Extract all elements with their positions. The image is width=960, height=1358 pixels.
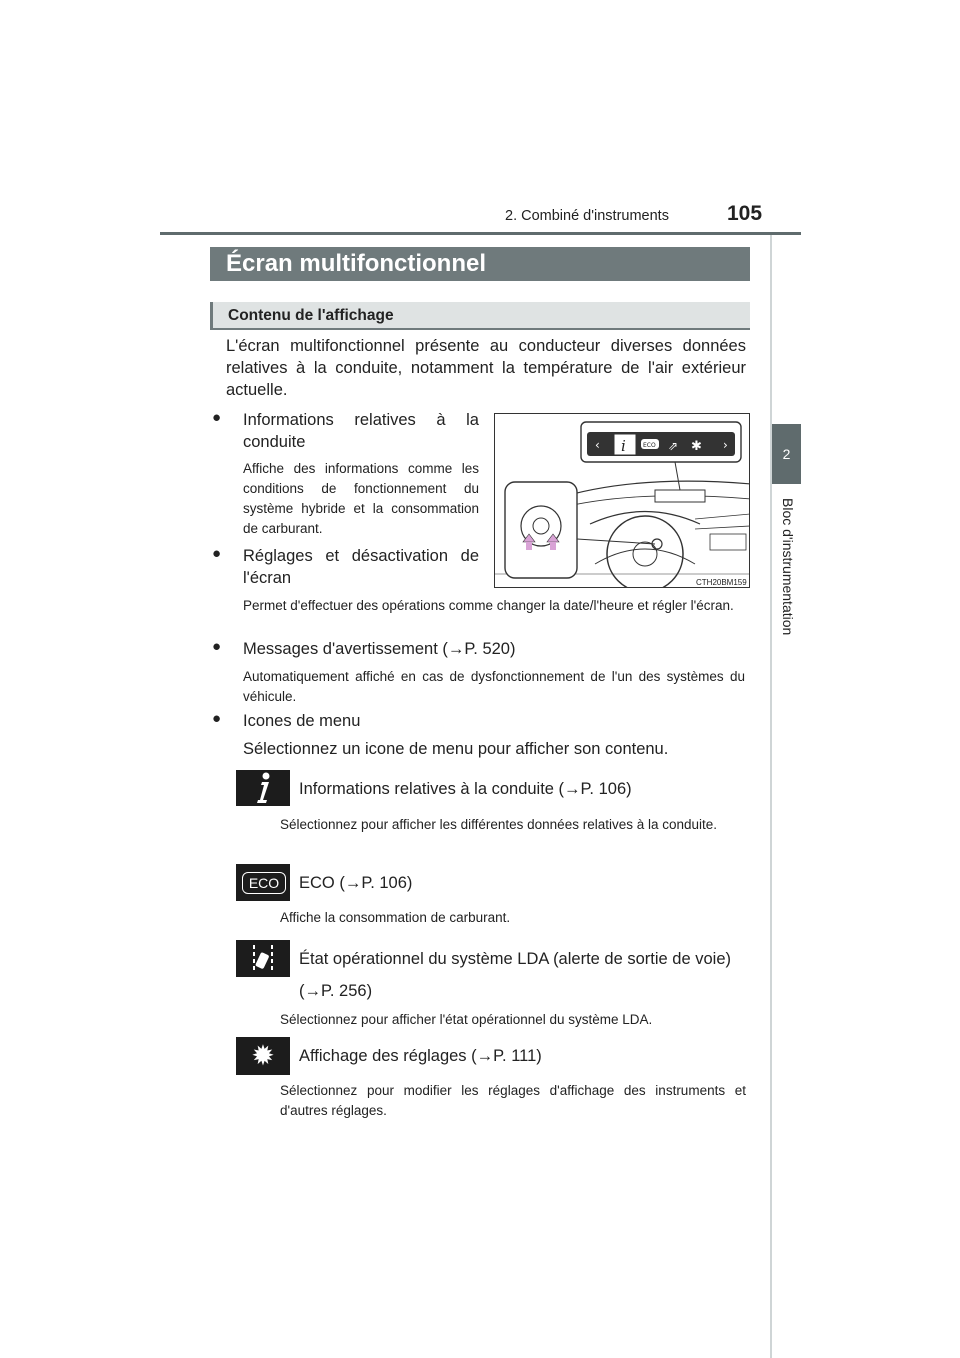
- item-title: Informations relatives à la conduite: [243, 411, 479, 451]
- bullet-icon: ●: [212, 545, 222, 562]
- eco-icon-label: ECO: [242, 872, 286, 894]
- item-title: Réglages et désactivation de l'écran: [243, 547, 479, 587]
- menu-item-desc: Sélectionnez pour afficher l'état opérationnel du système LDA.: [280, 1012, 653, 1027]
- item-desc: Sélectionnez un icone de menu pour afficher son contenu.: [243, 740, 669, 758]
- bullet-icon: ●: [212, 710, 222, 727]
- subsection-title: Contenu de l'affichage: [210, 302, 750, 329]
- menu-item-title: Affichage des réglages (→P. 111): [299, 1047, 542, 1065]
- side-rule: [770, 235, 772, 1358]
- item-desc: Permet d'effectuer des opérations comme changer la date/l'heure et régler l'écran.: [243, 598, 734, 613]
- chapter-header: 2. Combiné d'instruments: [505, 208, 669, 224]
- chapter-tab[interactable]: 2: [772, 424, 801, 484]
- item-desc: Automatiquement affiché en cas de dysfonctionnement de l'un des systèmes du véhicule.: [243, 669, 745, 704]
- lda-icon: [236, 940, 290, 977]
- page-number: 105: [727, 202, 763, 225]
- svg-text:‹: ‹: [595, 438, 600, 452]
- figure-code: CTH20BM159: [696, 578, 747, 587]
- intro-paragraph: L'écran multifonctionnel présente au conducteur diverses données relatives à la conduite, notamment la température de l'air extérieur actuelle.: [226, 337, 746, 399]
- svg-text:›: ›: [723, 438, 728, 452]
- menu-item-desc: Sélectionnez pour modifier les réglages d'affichage des instruments et d'autres réglages.: [280, 1083, 746, 1118]
- info-icon: [236, 770, 290, 806]
- header-rule: [160, 232, 801, 235]
- subsection-rule: [210, 328, 750, 330]
- side-chapter-title-text: Bloc d'instrumentation: [780, 498, 796, 636]
- gear-icon: ✹: [236, 1037, 290, 1075]
- menu-item-title: Informations relatives à la conduite (→P. 106): [299, 780, 632, 798]
- item-desc: Affiche des informations comme les conditions de fonctionnement du système hybride et la consommation de carburant.: [243, 461, 479, 536]
- bullet-icon: ●: [212, 409, 222, 426]
- svg-text:i: i: [621, 437, 626, 455]
- menu-item-title: État opérationnel du système LDA (alerte de sortie de voie): [299, 950, 731, 968]
- bullet-icon: ●: [212, 638, 222, 655]
- figure-eco-label: ECO: [643, 442, 656, 449]
- section-title: Écran multifonctionnel: [210, 247, 750, 281]
- eco-icon: [236, 864, 290, 901]
- svg-text:⇗: ⇗: [668, 439, 679, 453]
- item-title: Icones de menu: [243, 712, 361, 730]
- item-title: Messages d'avertissement (→P. 520): [243, 640, 516, 658]
- menu-item-title-cont: (→P. 256): [299, 982, 373, 1000]
- menu-item-desc: Sélectionnez pour afficher les différentes données relatives à la conduite.: [280, 817, 718, 832]
- menu-item-title: ECO (→P. 106): [299, 874, 413, 892]
- svg-text:✱: ✱: [691, 439, 702, 454]
- side-chapter-title: [780, 498, 796, 638]
- menu-item-desc: Affiche la consommation de carburant.: [280, 910, 511, 925]
- dashboard-illustration: [494, 413, 750, 588]
- dashboard-drawing: [495, 414, 750, 588]
